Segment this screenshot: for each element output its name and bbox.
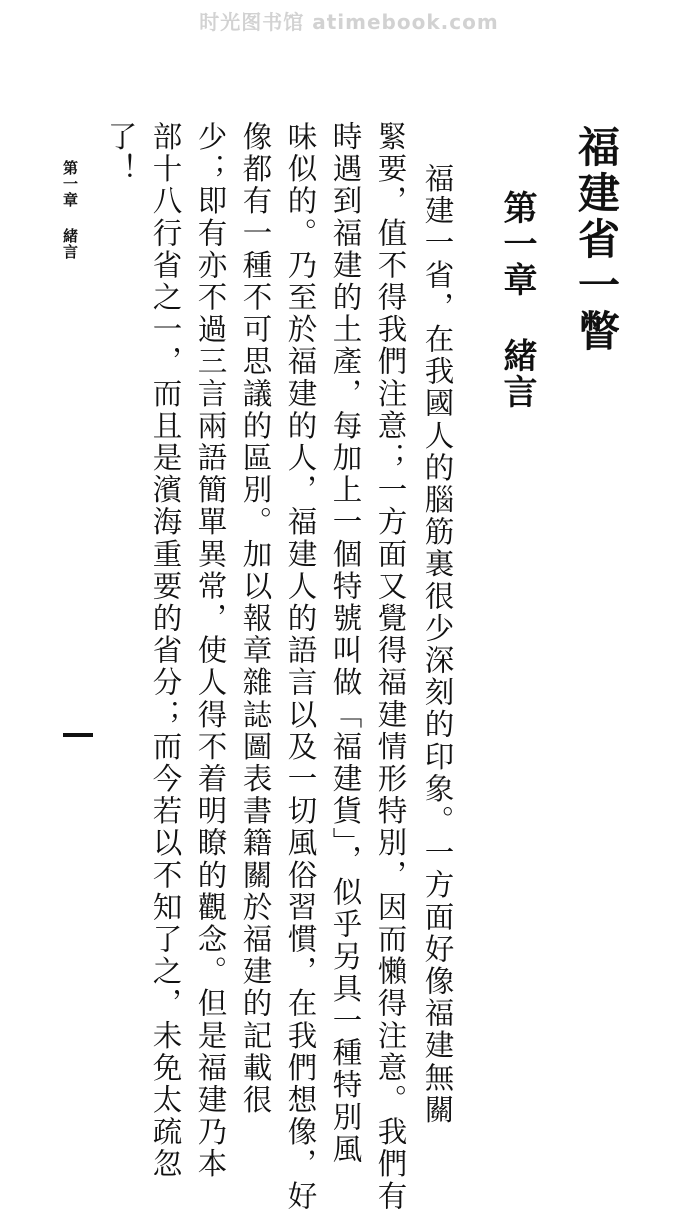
body-text-column: 了！ [103, 121, 138, 186]
book-title: 福建省一瞥 [572, 125, 621, 355]
body-text-column: 時遇到福建的土產，每加上一個特號叫做「福建貨」，似乎另具一種特別風 [328, 121, 363, 1166]
running-header [62, 160, 77, 260]
running-header-chapter: 第一章 [61, 160, 79, 208]
body-text-column: 味似的。乃至於福建的人，福建人的語言以及一切風俗習慣，在我們想像，好 [283, 121, 318, 1212]
body-text-column: 緊要，值不得我們注意；一方面又覺得福建情形特別，因而懶得注意。我們有 [373, 121, 408, 1212]
running-header-title: 緒言 [61, 228, 79, 260]
chapter-heading [497, 190, 537, 410]
body-text-column: 像都有一種不可思議的區別。加以報章雜誌圖表書籍關於福建的記載很 [238, 121, 273, 1117]
body-text-column: 福建一省，在我國人的腦筋裏很少深刻的印象。一方面好像福建無關 [420, 163, 455, 1126]
watermark: 时光图书馆 atimebook.com [199, 10, 499, 34]
body-text-column: 部十八行省之一，而且是濱海重要的省分；而今若以不知了之，未免太疏忽 [148, 121, 183, 1181]
chapter-title: 緒言 [497, 338, 537, 410]
chapter-number: 第一章 [497, 190, 537, 298]
page-number [63, 732, 93, 738]
body-text-column: 少；即有亦不過三言兩語簡單異常，使人得不着明瞭的觀念。但是福建乃本 [193, 121, 228, 1181]
